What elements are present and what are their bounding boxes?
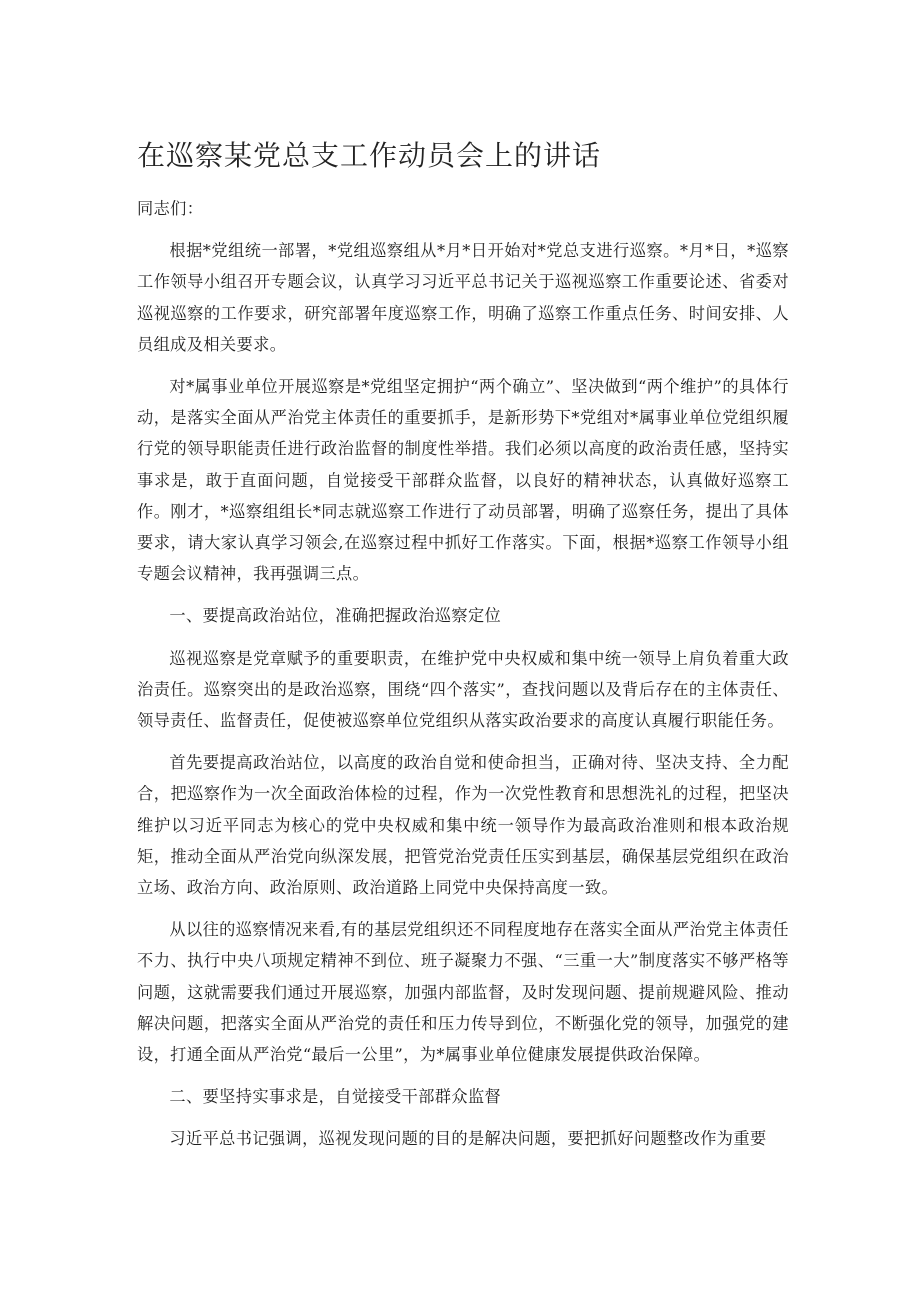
paragraph: 习近平总书记强调，巡视发现问题的目的是解决问题，要把抓好问题整改作为重要 [169, 1129, 767, 1149]
section-heading: 二、要坚持实事求是，自觉接受干部群众监督 [169, 1087, 502, 1107]
greeting: 同志们： [137, 199, 204, 218]
paragraph: 对*属事业单位开展巡察是*党组坚定拥护“两个确立”、坚决做到“两个维护”的具体行动，是落实全面从严治党主体责任的重要抓手，是新形势下*党组对*属事业单位党组织履行党的领导职能责任进行政治监督的制度性举措。我们必须以高度的政治责任感，坚持实事求是，敢于直面问题，自觉接受干部群众监督，以良好的精神状态，认真做好巡察工作。刚才，*巡察组组长*同志就巡察工作进行了动员部署，明确了巡察任务，提出了具体要求，请大家认真学习领会,在巡察过程中抓好工作落实。下面，根据*巡察工作领导小组专题会议精神，我再强调三点。 [137, 377, 789, 584]
paragraph: 首先要提高政治站位，以高度的政治自觉和使命担当，正确对待、坚决支持、全力配合，把巡察作为一次全面政治体检的过程，作为一次党性教育和思想洗礼的过程，把坚决维护以习近平同志为核心的党中央权威和集中统一领导作为最高政治准则和根本政治规矩，推动全面从严治党向纵深发展，把管党治党责任压实到基层，确保基层党组织在政治立场、政治方向、政治原则、政治道路上同党中央保持高度一致。 [137, 753, 789, 898]
paragraph: 根据*党组统一部署，*党组巡察组从*月*日开始对*党总支进行巡察。*月*日，*巡察工作领导小组召开专题会议，认真学习习近平总书记关于巡视巡察工作重要论述、省委对巡视巡察的工作要求，研究部署年度巡察工作，明确了巡察工作重点任务、时间安排、人员组成及相关要求。 [137, 241, 789, 354]
section-heading: 一、要提高政治站位，准确把握政治巡察定位 [169, 606, 502, 626]
paragraph: 从以往的巡察情况来看,有的基层党组织还不同程度地存在落实全面从严治党主体责任不力、执行中央八项规定精神不到位、班子凝聚力不强、“三重一大”制度落实不够严格等问题，这就需要我们通过开展巡察，加强内部监督，及时发现问题、提前规避风险、推动解决问题，把落实全面从严治党的责任和压力传导到位，不断强化党的领导，加强党的建设，打通全面从严治党“最后一公里”，为*属事业单位健康发展提供政治保障。 [137, 920, 789, 1065]
document-title: 在巡察某党总支工作动员会上的讲话 [137, 139, 602, 172]
paragraph: 巡视巡察是党章赋予的重要职责，在维护党中央权威和集中统一领导上肩负着重大政治责任。巡察突出的是政治巡察，围绕“四个落实”，查找问题以及背后存在的主体责任、领导责任、监督责任，促使被巡察单位党组织从落实政治要求的高度认真履行职能任务。 [137, 648, 789, 731]
document-body [137, 193, 789, 1166]
